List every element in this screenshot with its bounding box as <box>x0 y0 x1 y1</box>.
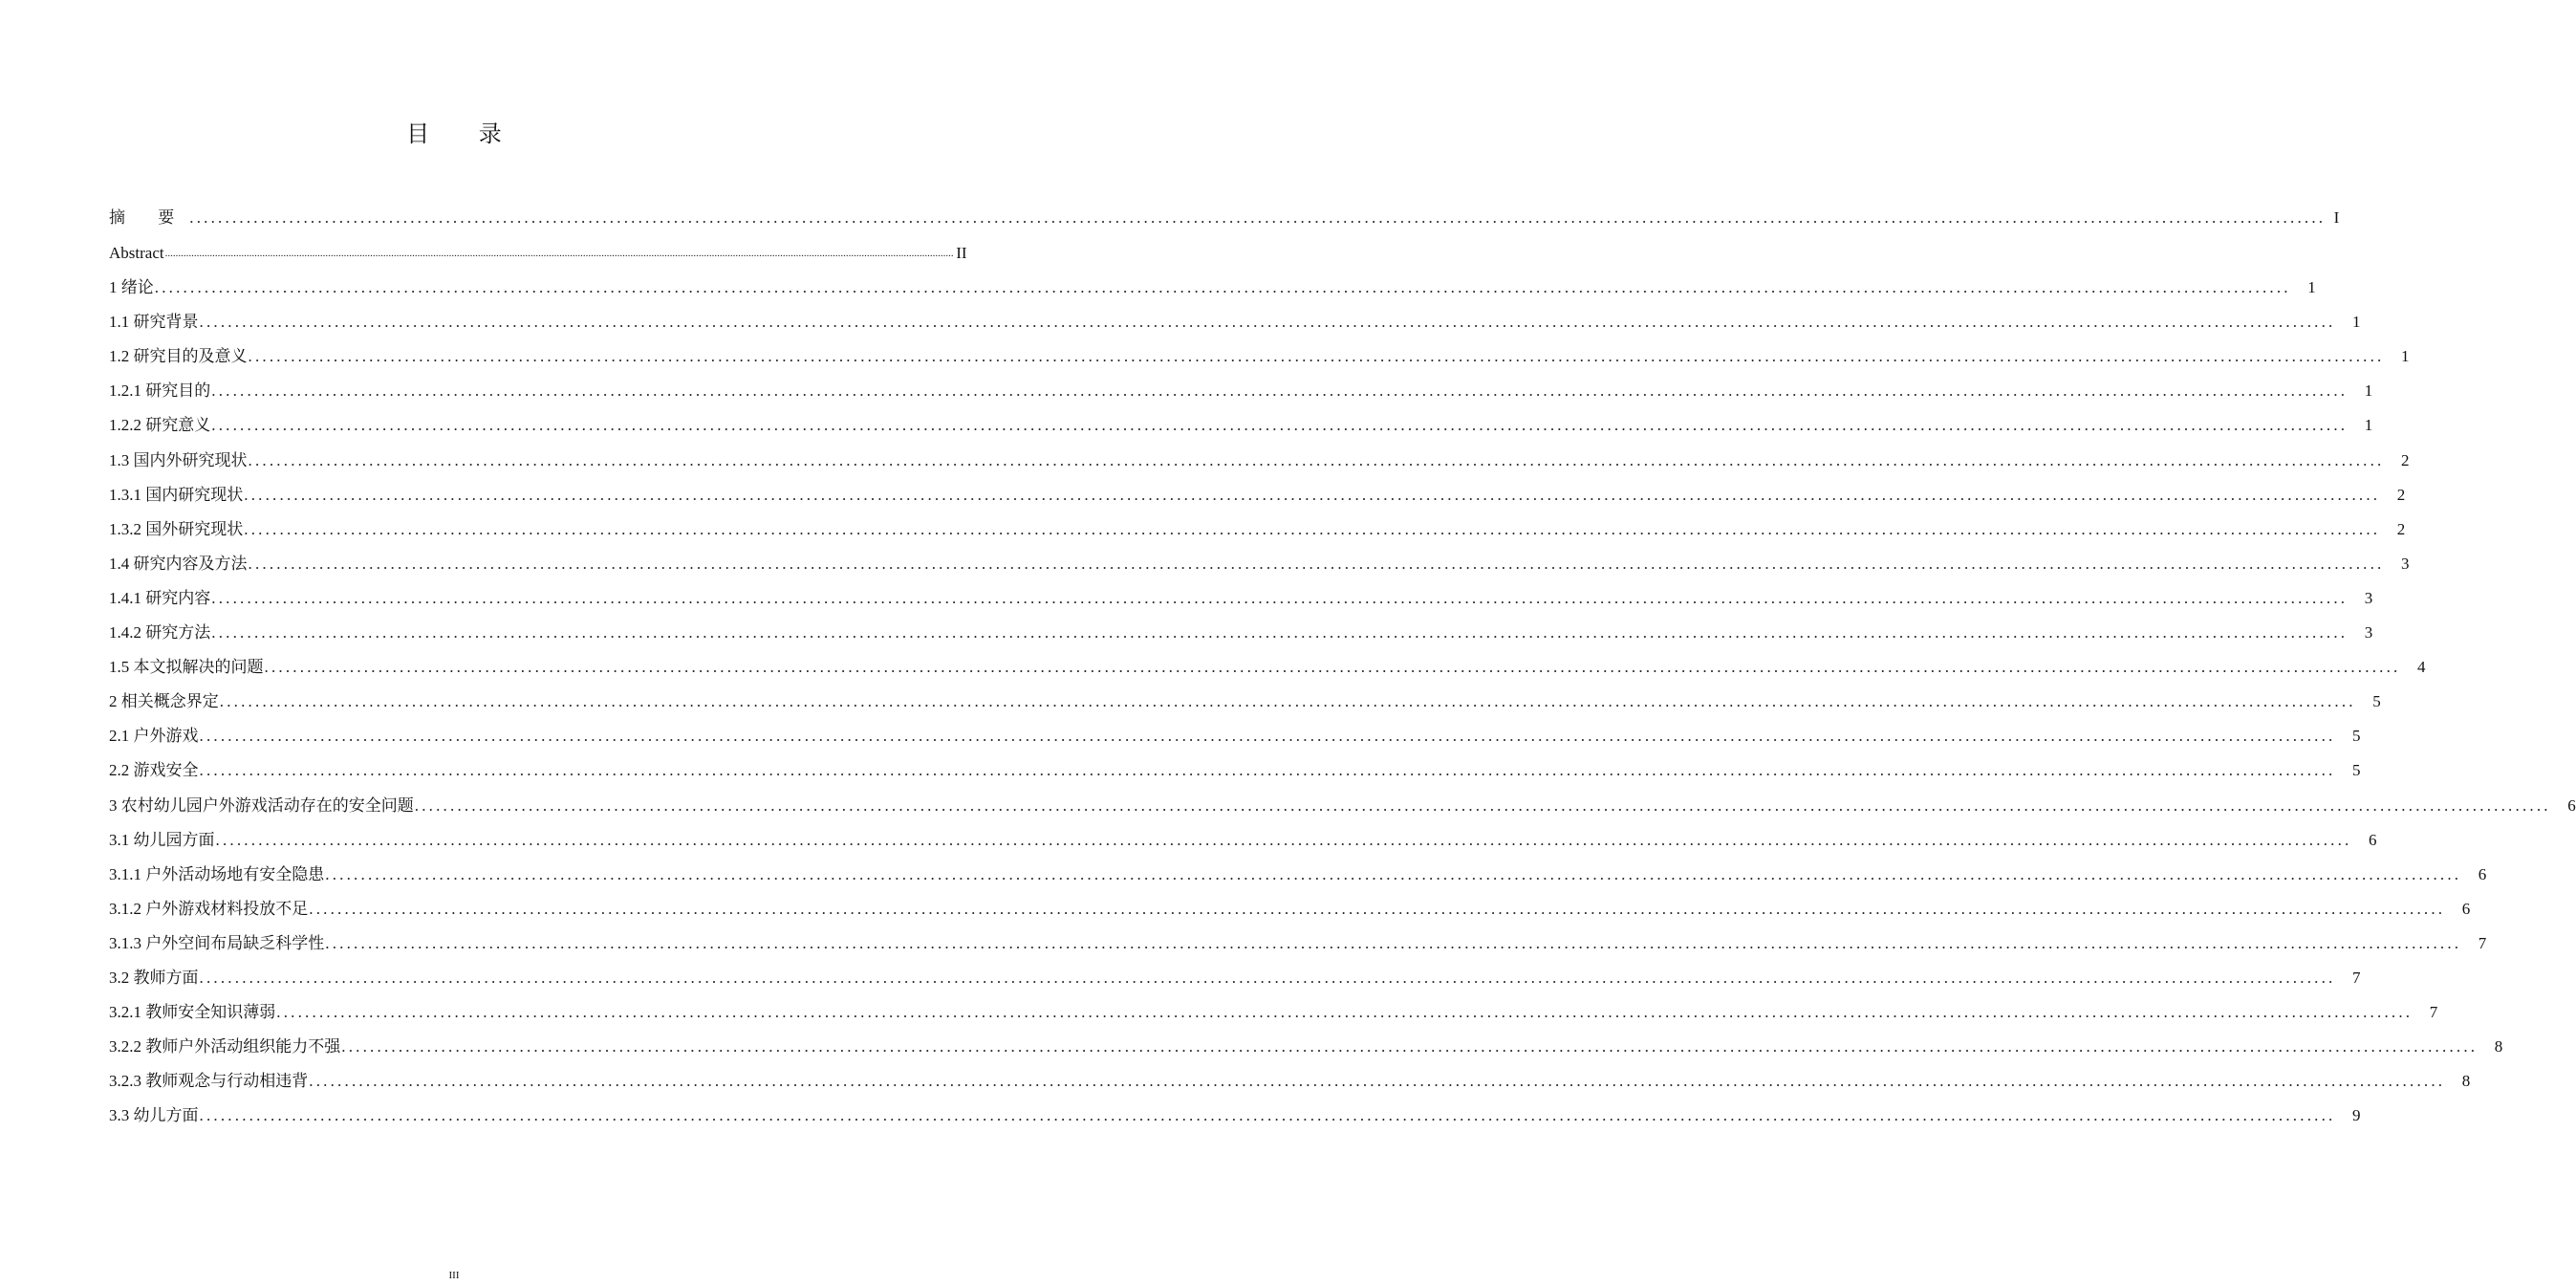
toc-leader-dots: ............................................................................................................................................................................................................................................................................................................ <box>244 485 2381 504</box>
toc-entry[interactable] <box>109 304 2361 338</box>
page-number-footer: III <box>448 1270 460 1281</box>
toc-entry[interactable] <box>109 684 2381 718</box>
toc-entry-label: 2.2 游戏安全 <box>109 761 199 780</box>
toc-entry-label: 1.2.1 研究目的 <box>109 381 211 401</box>
toc-entry-page: 6 <box>2461 899 2471 918</box>
toc-entry-label: 3.1.1 户外活动场地有安全隐患 <box>109 864 325 883</box>
toc-entry-page: 1 <box>2352 313 2361 332</box>
toc-entry[interactable] <box>109 198 2340 234</box>
toc-entry-page: 3 <box>2364 588 2373 607</box>
toc-entry-label: 1.3 国内外研究现状 <box>109 450 248 469</box>
toc-leader-dots: ............................................................................................................................................................................................................................................................................................................ <box>164 248 954 259</box>
toc-entry[interactable] <box>109 822 2377 857</box>
toc-entry[interactable] <box>109 546 2410 580</box>
toc-entry-page: 7 <box>2478 933 2487 952</box>
toc-entry-page: II <box>956 244 967 262</box>
toc-entry-page: 6 <box>2478 864 2487 883</box>
toc-entry-page: 1 <box>2364 381 2373 401</box>
toc-leader-dots: ............................................................................................................................................................................................................................................................................................................ <box>414 795 2551 815</box>
toc-entry-page: 4 <box>2417 658 2426 677</box>
toc-leader-dots: ............................................................................................................................................................................................................................................................................................................ <box>189 208 2327 227</box>
toc-entry-label: 1.4.2 研究方法 <box>109 623 211 642</box>
toc-leader-dots: ............................................................................................................................................................................................................................................................................................................ <box>325 933 2462 952</box>
toc-leader-dots: ............................................................................................................................................................................................................................................................................................................ <box>309 899 2446 918</box>
toc-leader-dots: ............................................................................................................................................................................................................................................................................................................ <box>154 278 2291 297</box>
toc-entry-label: 2.1 户外游戏 <box>109 727 199 746</box>
table-of-contents <box>109 198 2576 1132</box>
toc-entry-label: 1.3.2 国外研究现状 <box>109 519 244 538</box>
toc-entry-label: 1.3.1 国内研究现状 <box>109 485 244 504</box>
toc-entry-label: 3.2 教师方面 <box>109 968 199 987</box>
toc-entry-page: I <box>2333 208 2340 227</box>
toc-entry-page: 2 <box>2396 519 2406 538</box>
toc-entry[interactable] <box>109 270 2316 304</box>
toc-entry[interactable] <box>109 1063 2471 1098</box>
toc-entry-label: 1 绪论 <box>109 278 154 297</box>
toc-entry-page: 2 <box>2396 485 2406 504</box>
toc-leader-dots: ............................................................................................................................................................................................................................................................................................................ <box>219 692 2356 711</box>
toc-entry-page: 1 <box>2307 278 2316 297</box>
toc-leader-dots: ............................................................................................................................................................................................................................................................................................................ <box>199 1106 2336 1125</box>
toc-entry-page: 9 <box>2352 1106 2361 1125</box>
toc-entry-page: 1 <box>2364 416 2373 435</box>
toc-entry-page: 6 <box>2369 830 2377 849</box>
toc-leader-dots: ............................................................................................................................................................................................................................................................................................................ <box>215 830 2352 849</box>
toc-entry-page: 7 <box>2429 1003 2438 1022</box>
toc-entry[interactable] <box>109 960 2361 994</box>
toc-entry-page: 3 <box>2364 623 2373 642</box>
toc-entry[interactable] <box>109 373 2373 407</box>
toc-entry-label: 2 相关概念界定 <box>109 692 219 711</box>
toc-entry[interactable] <box>109 787 2576 821</box>
toc-entry-label: 3.3 幼儿方面 <box>109 1106 199 1125</box>
toc-entry-label: 1.1 研究背景 <box>109 313 199 332</box>
toc-entry-page: 5 <box>2352 727 2361 746</box>
toc-entry[interactable] <box>109 442 2410 476</box>
toc-entry-label: 1.2.2 研究意义 <box>109 416 211 435</box>
toc-entry-page: 3 <box>2401 554 2410 573</box>
toc-entry-page: 5 <box>2372 692 2381 711</box>
toc-entry[interactable] <box>109 407 2373 442</box>
toc-leader-dots: ............................................................................................................................................................................................................................................................................................................ <box>211 381 2349 401</box>
toc-entry[interactable] <box>109 649 2426 684</box>
toc-leader-dots: ............................................................................................................................................................................................................................................................................................................ <box>199 313 2336 332</box>
toc-leader-dots: ............................................................................................................................................................................................................................................................................................................ <box>211 623 2349 642</box>
toc-entry-label: 3.1.3 户外空间布局缺乏科学性 <box>109 933 325 952</box>
toc-entry-label: 3 农村幼儿园户外游戏活动存在的安全问题 <box>109 795 414 815</box>
toc-leader-dots: ............................................................................................................................................................................................................................................................................................................ <box>199 968 2336 987</box>
toc-leader-dots: ............................................................................................................................................................................................................................................................................................................ <box>244 519 2381 538</box>
toc-entry-label: 1.5 本文拟解决的问题 <box>109 658 264 677</box>
toc-leader-dots: ............................................................................................................................................................................................................................................................................................................ <box>264 658 2401 677</box>
toc-entry[interactable] <box>109 580 2373 615</box>
toc-entry[interactable] <box>109 718 2361 752</box>
toc-entry-label: 3.1.2 户外游戏材料投放不足 <box>109 899 309 918</box>
toc-leader-dots: ............................................................................................................................................................................................................................................................................................................ <box>248 450 2385 469</box>
toc-leader-dots: ............................................................................................................................................................................................................................................................................................................ <box>341 1037 2479 1056</box>
toc-entry[interactable] <box>109 752 2361 787</box>
toc-entry-page: 8 <box>2461 1072 2471 1091</box>
toc-leader-dots: ............................................................................................................................................................................................................................................................................................................ <box>276 1003 2414 1022</box>
toc-entry[interactable] <box>109 234 967 270</box>
toc-entry[interactable] <box>109 994 2438 1029</box>
toc-entry-label: Abstract <box>109 244 164 262</box>
toc-entry[interactable] <box>109 615 2373 649</box>
toc-entry[interactable] <box>109 857 2487 891</box>
toc-entry[interactable] <box>109 1029 2503 1063</box>
toc-leader-dots: ............................................................................................................................................................................................................................................................................................................ <box>211 588 2349 607</box>
toc-leader-dots: ............................................................................................................................................................................................................................................................................................................ <box>248 554 2385 573</box>
toc-entry[interactable] <box>109 1098 2361 1132</box>
toc-leader-dots: ............................................................................................................................................................................................................................................................................................................ <box>199 761 2336 780</box>
toc-entry[interactable] <box>109 512 2406 546</box>
toc-leader-dots: ............................................................................................................................................................................................................................................................................................................ <box>309 1072 2446 1091</box>
toc-leader-dots: ............................................................................................................................................................................................................................................................................................................ <box>248 347 2385 366</box>
toc-entry-page: 8 <box>2494 1037 2503 1056</box>
page-title: 目 录 <box>406 120 523 147</box>
toc-entry-label: 1.2 研究目的及意义 <box>109 347 248 366</box>
toc-entry[interactable] <box>109 891 2471 926</box>
toc-entry-page: 7 <box>2352 968 2361 987</box>
toc-leader-dots: ............................................................................................................................................................................................................................................................................................................ <box>211 416 2349 435</box>
toc-entry[interactable] <box>109 338 2410 373</box>
toc-entry-page: 1 <box>2401 347 2410 366</box>
toc-entry-label: 摘 要 <box>109 208 189 227</box>
toc-leader-dots: ............................................................................................................................................................................................................................................................................................................ <box>325 864 2462 883</box>
toc-leader-dots: ............................................................................................................................................................................................................................................................................................................ <box>199 727 2336 746</box>
toc-entry[interactable] <box>109 926 2487 960</box>
toc-entry-page: 6 <box>2567 795 2576 815</box>
toc-entry-label: 3.2.3 教师观念与行动相违背 <box>109 1072 309 1091</box>
toc-entry-label: 1.4 研究内容及方法 <box>109 554 248 573</box>
toc-entry-label: 1.4.1 研究内容 <box>109 588 211 607</box>
toc-entry[interactable] <box>109 477 2406 512</box>
toc-entry-label: 3.2.2 教师户外活动组织能力不强 <box>109 1037 341 1056</box>
toc-entry-label: 3.1 幼儿园方面 <box>109 830 215 849</box>
toc-entry-label: 3.2.1 教师安全知识薄弱 <box>109 1003 276 1022</box>
toc-entry-page: 2 <box>2401 450 2410 469</box>
toc-entry-page: 5 <box>2352 761 2361 780</box>
